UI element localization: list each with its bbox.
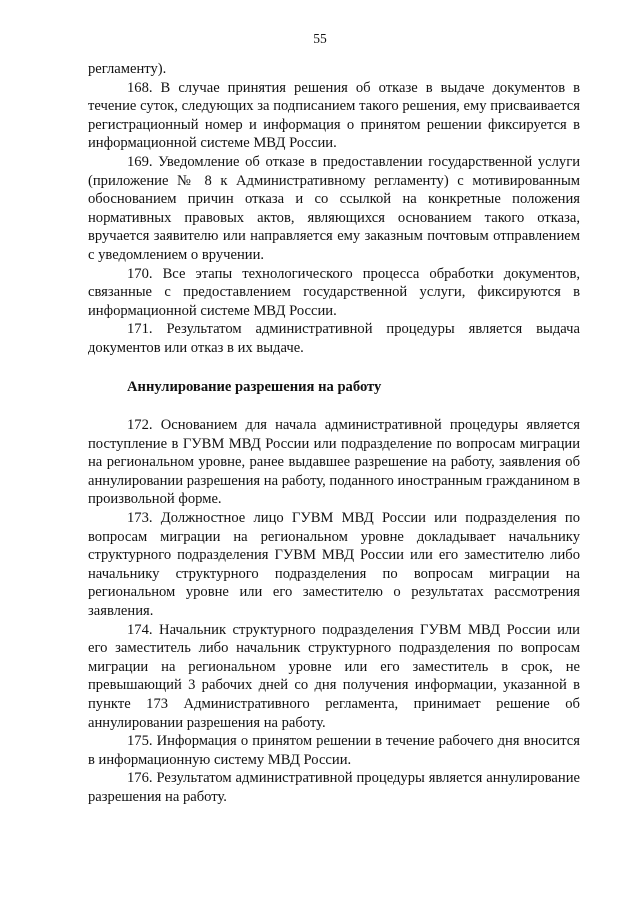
section-heading: Аннулирование разрешения на работу [127,378,382,395]
paragraph-176: 176. Результатом административной процедуры является аннулирование разрешения на работу. [88,770,580,805]
paragraph-173: 173. Должностное лицо ГУВМ МВД России или подразделения по вопросам миграции на региональном уровне докладывает начальнику структурного подразделения ГУВМ МВД России или его заместителю либо начальнику структурного подразделения по вопросам миграции на региональном уровне или его заместителю о результатах рассмотрения заявления. [88,510,580,620]
paragraph-170: 170. Все этапы технологического процесса обработки документов, связанные с предоставлением государственной услуги, фиксируются в информационной системе МВД России. [88,265,580,319]
paragraph-174: 174. Начальник структурного подразделения ГУВМ МВД России или его заместитель либо начальник структурного подразделения по вопросам миграции на региональном уровне или его заместитель в срок, не превышающий 3 рабочих дней со дня получения информации, указанной в пункте 173 Административного регламента, принимает решение об аннулировании разрешения на работу. [88,621,580,731]
paragraph-168: 168. В случае принятия решения об отказе в выдаче документов в течение суток, следующих за подписанием такого решения, ему присваивается регистрационный номер и информация о принятом решении фиксируется в информационной системе МВД России. [88,79,580,152]
paragraph-175: 175. Информация о принятом решении в течение рабочего дня вносится в информационную систему МВД России. [88,733,580,768]
page-number: 55 [313,31,327,46]
document-body [88,60,580,807]
paragraph-continuation: регламенту). [88,61,167,77]
paragraph-169: 169. Уведомление об отказе в предоставлении государственной услуги (приложение № 8 к Административному регламенту) с мотивированным обоснованием причин отказа и со ссылкой на конкретные положения нормативных правовых актов, являющихся основанием такого отказа, вручается заявителю или направляется ему заказным почтовым отправлением с уведомлением о вручении. [88,153,580,263]
paragraph-171: 171. Результатом административной процедуры является выдача документов или отказ в их выдаче. [88,321,580,356]
paragraph-172: 172. Основанием для начала административной процедуры является поступление в ГУВМ МВД России или подразделение по вопросам миграции на региональном уровне, ранее выдавшее разрешение на работу, заявления об аннулировании разрешения на работу, поданного иностранным гражданином в произвольной форме. [88,417,580,508]
